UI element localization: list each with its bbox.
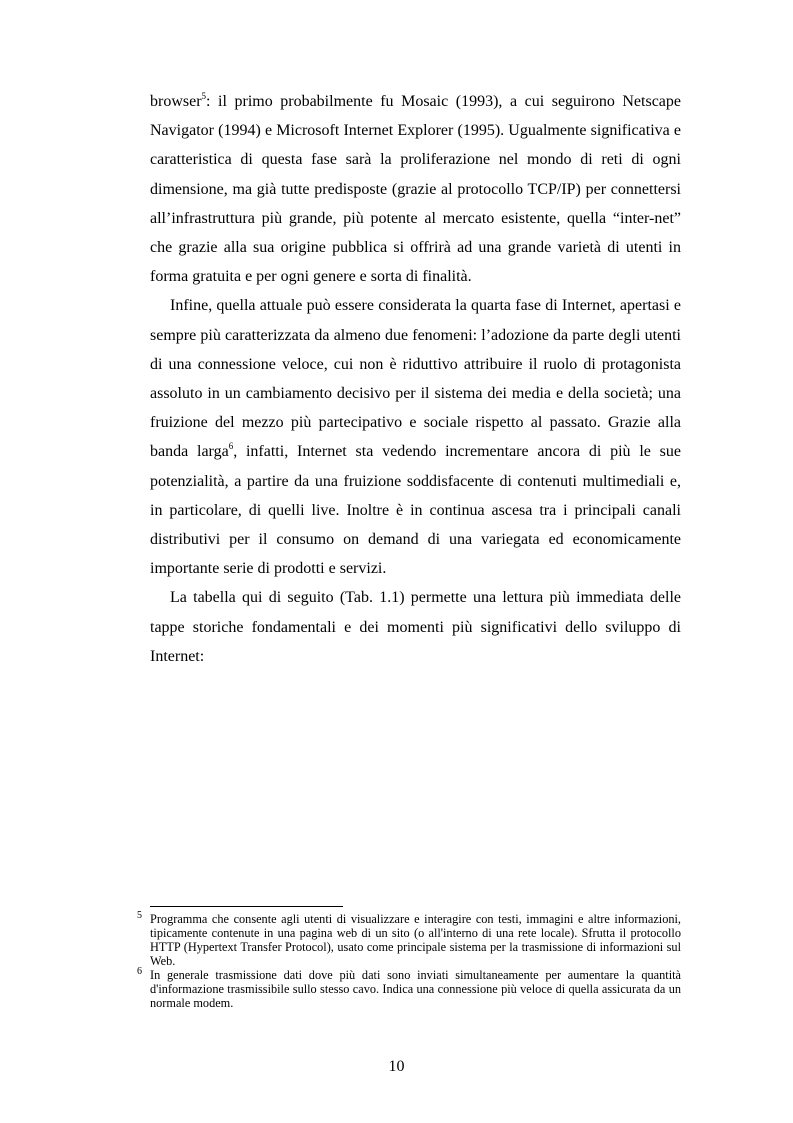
footnote-mark: 5 [137,910,142,921]
paragraph-2-rest: , infatti, Internet sta vedendo incrementare ancora di più le sue potenzialità, a partire da una fruizione soddisfacente di contenuti multimediali e, in particolare, di quelli live. Inoltre è in continua ascesa tra i principali canali distributivi per il consumo on demand di una variegata ed economicamente importante serie di prodotti e servizi. [150,443,681,578]
footnote-text: In generale trasmissione dati dove più dati sono inviati simultaneamente per aumentare la quantità d'informazione trasmissibile sullo stesso cavo. Indica una connessione più veloce di quella assicurata da un normale modem. [150,968,681,1010]
paragraph-1-start: browser [150,93,202,110]
paragraph-2-start: Infine, quella attuale può essere considerata la quarta fase di Internet, apertasi e sempre più caratterizzata da almeno due fenomeni: l’adozione da parte degli utenti di una connessione veloce, cui non è riduttivo attribuire il ruolo di protagonista assoluto in un cambiamento decisivo per il sistema dei media e della società; una fruizione del mezzo più partecipativo e sociale rispetto al passato. Grazie alla banda larga [150,297,681,461]
footnote-ref-5[interactable]: 5 [201,91,207,101]
footnote-6 [137,968,681,1010]
paragraph-1-rest: : il primo probabilmente fu Mosaic (1993), a cui seguirono Netscape Navigator (1994) e Microsoft Internet Explorer (1995). Ugualmente significativa e caratteristica di questa fase sarà la proliferazione nel mondo di reti di ogni dimensione, ma già tutte predisposte (grazie al protocollo TCP/IP) per connettersi all’infrastruttura più grande, più potente al mercato esistente, quella “inter-net” che grazie alla sua origine pubblica si offrirà ad una grande varietà di utenti in forma gratuita e per ogni genere e sorta di finalità. [150,93,681,286]
paragraph-1 [150,87,681,291]
footnote-text: Programma che consente agli utenti di visualizzare e interagire con testi, immagini e altre informazioni, tipicamente contenute in una pagina web di un sito (o all'interno di una rete locale). Sfrutta il protocollo HTTP (Hypertext Transfer Protocol), usato come principale sistema per la trasmissione di informazioni sul Web. [150,912,681,968]
footnote-separator [150,906,343,907]
paragraph-3: La tabella qui di seguito (Tab. 1.1) permette una lettura più immediata delle tappe storiche fondamentali e dei momenti più significativi dello sviluppo di Internet: [150,589,681,665]
paragraph-2 [150,291,681,583]
footnote-mark: 6 [137,966,142,977]
page-number: 10 [388,1058,405,1075]
footnote-5 [137,912,681,968]
body-text [150,87,681,671]
footnotes [137,912,681,1010]
footnote-ref-6[interactable]: 6 [228,441,234,452]
